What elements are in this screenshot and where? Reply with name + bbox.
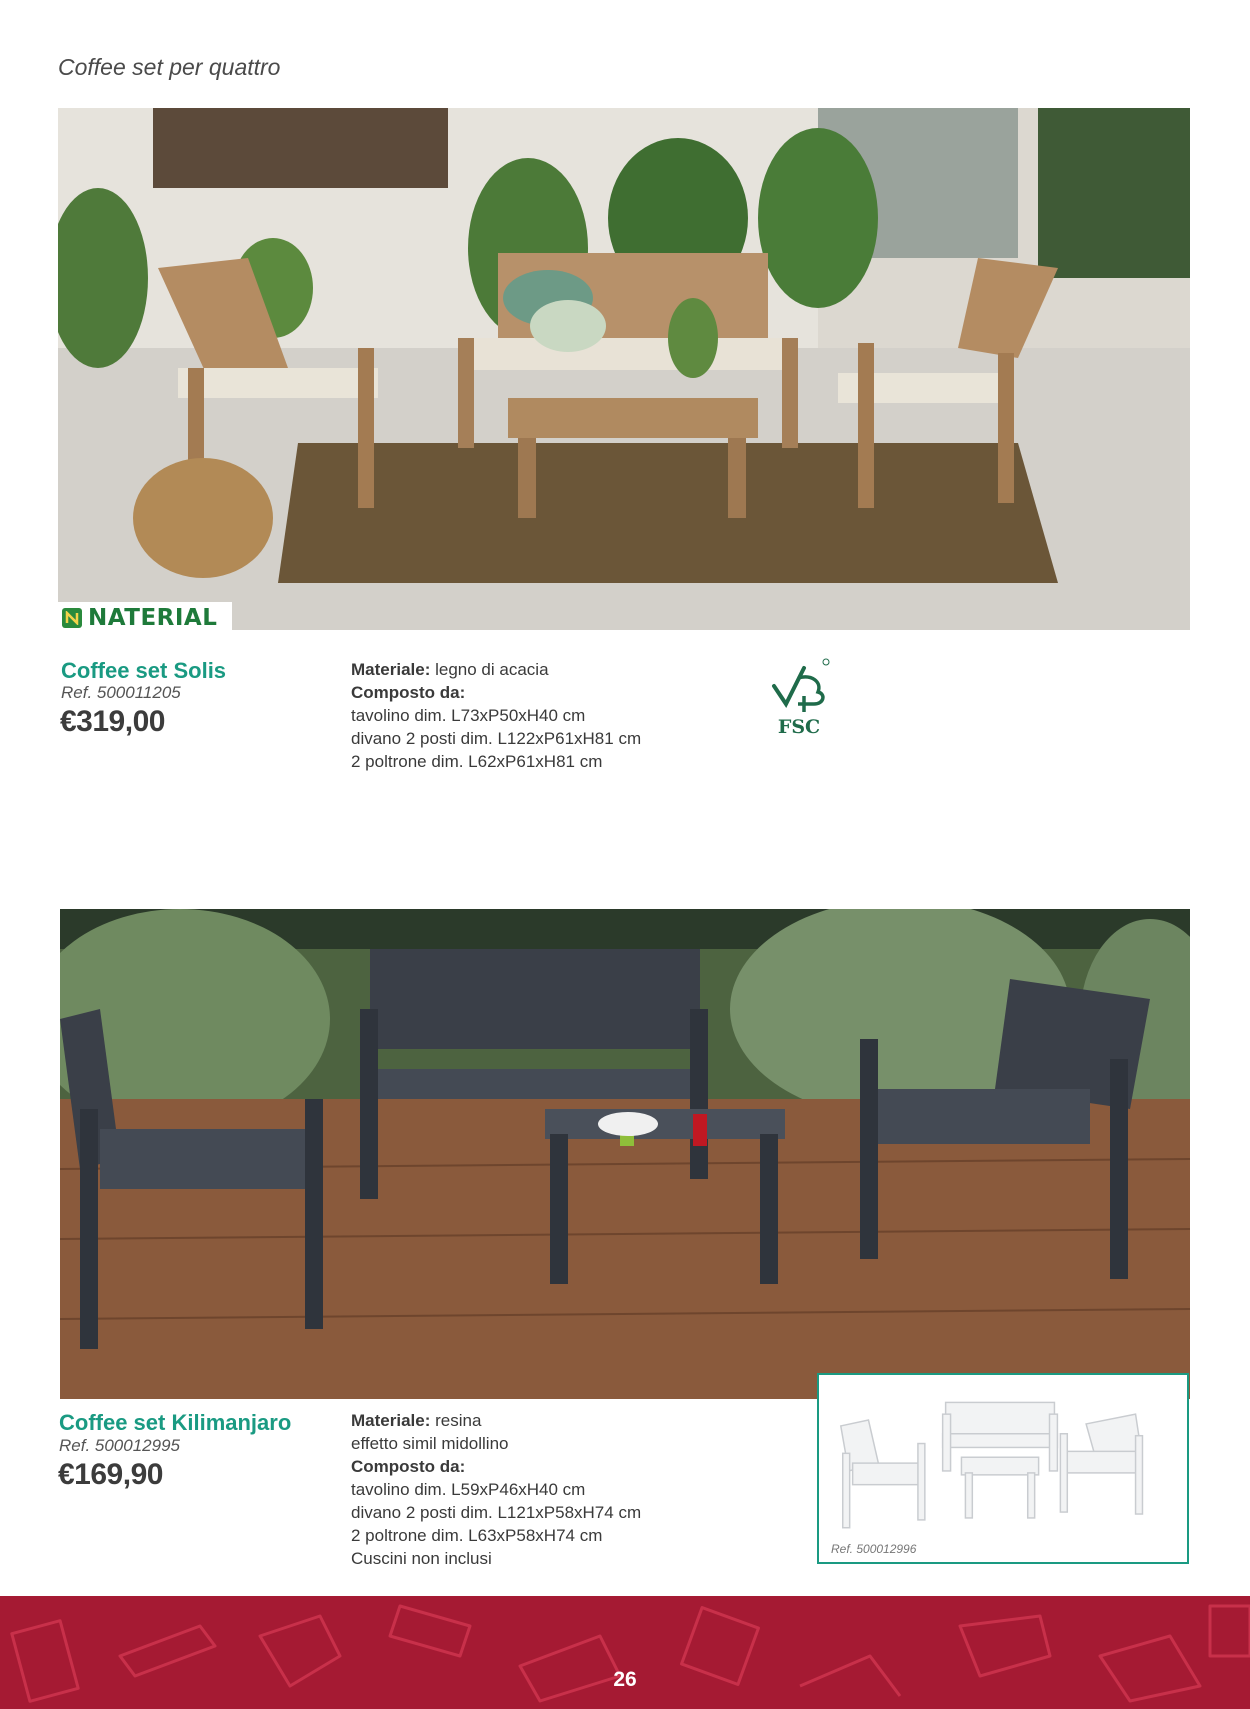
tools-pattern-icon xyxy=(0,1596,1250,1709)
product-name: Coffee set Kilimanjaro xyxy=(59,1410,292,1435)
naterial-logo-icon xyxy=(62,608,82,628)
fsc-tree-icon xyxy=(764,656,834,738)
component-line: tavolino dim. L73xP50xH40 cm xyxy=(351,706,586,725)
material-value-2: effetto simil midollino xyxy=(351,1434,509,1453)
composed-label: Composto da: xyxy=(351,1457,466,1476)
component-line: 2 poltrone dim. L62xP61xH81 cm xyxy=(351,752,603,771)
product-photo-solis xyxy=(58,108,1190,630)
section-title: Coffee set per quattro xyxy=(58,54,281,80)
product-photo-kilimanjaro xyxy=(60,909,1190,1399)
material-value: resina xyxy=(435,1411,482,1430)
product-price: €319,00 xyxy=(60,705,165,738)
product-specs xyxy=(351,658,641,773)
page-number: 26 xyxy=(613,1668,637,1691)
fsc-logo xyxy=(764,656,834,738)
material-line xyxy=(351,1409,641,1432)
product-name: Coffee set Solis xyxy=(61,658,227,683)
product-ref: Ref. 500011205 xyxy=(61,683,181,702)
component-line: tavolino dim. L59xP46xH40 cm xyxy=(351,1480,586,1499)
svg-text:FSC: FSC xyxy=(777,716,821,738)
product-ref: Ref. 500012995 xyxy=(59,1436,180,1455)
material-label: Materiale: xyxy=(351,1411,431,1430)
footer-band xyxy=(0,1596,1250,1709)
product-specs xyxy=(351,1409,641,1570)
material-value: legno di acacia xyxy=(435,660,549,679)
component-line: divano 2 posti dim. L122xP61xH81 cm xyxy=(351,729,642,748)
composed-label: Composto da: xyxy=(351,683,466,702)
variant-white-box xyxy=(817,1373,1189,1564)
material-line xyxy=(351,658,641,681)
product-price: €169,90 xyxy=(58,1458,163,1491)
cushions-note: Cuscini non inclusi xyxy=(351,1549,492,1568)
material-label: Materiale: xyxy=(351,660,431,679)
white-set-illustration xyxy=(819,1375,1187,1562)
brand-badge xyxy=(58,602,232,634)
component-line: 2 poltrone dim. L63xP58xH74 cm xyxy=(351,1526,603,1545)
variant-ref: Ref. 500012996 xyxy=(831,1542,917,1556)
brand-name: NATERIAL xyxy=(88,605,218,631)
component-line: divano 2 posti dim. L121xP58xH74 cm xyxy=(351,1503,642,1522)
